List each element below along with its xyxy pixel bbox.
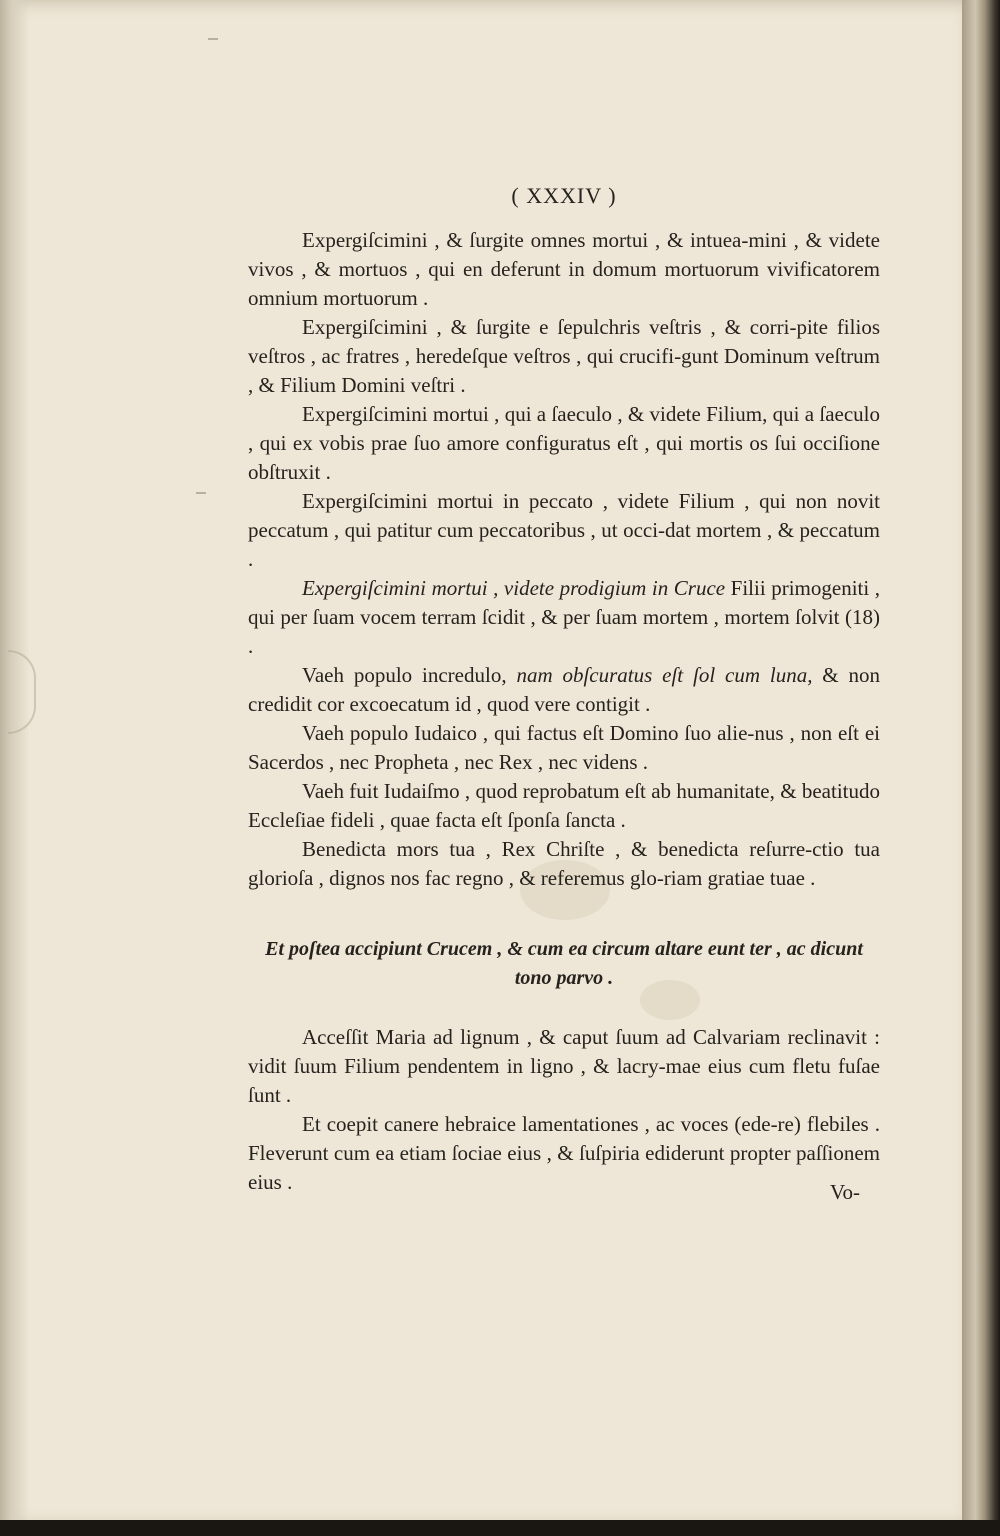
paragraph: Et coepit canere hebraice lamentationes , ac voces (ede-re) flebiles . Fleverunt cum ea etiam ſociae eius , & ſuſpiria ediderunt propter paſſionem eius . — [248, 1112, 880, 1194]
paragraph: Expergiſcimini , & ſurgite e ſepulchris veſtris , & corri-pite filios veſtros , ac fratres , heredeſque veſtros , qui crucifi-gunt Dominum veſtrum , & Filium Domini veſtri . — [248, 315, 880, 397]
rubric: Et poſtea accipiunt Crucem , & cum ea circum altare eunt ter , ac dicunt tono parvo . — [265, 938, 863, 989]
paragraph-text: & non credidit cor excoecatum id , quod vere contigit . — [248, 663, 880, 716]
book-fore-edge — [962, 0, 1000, 1536]
paragraph: Expergiſcimini mortui in peccato , videte Filium , qui non novit peccatum , qui patitur cum peccatoribus , ut occi-dat mortem , & peccatum . — [248, 489, 880, 571]
italic-text: nam obſcuratus eſt ſol cum luna, — [516, 663, 813, 687]
pencil-mark — [208, 38, 218, 40]
paragraph: Expergiſcimini , & ſurgite omnes mortui , & intuea-mini , & videte vivos , & mortuos , qui en deferunt in domum mortuorum vivificatorem omnium mortuorum . — [248, 228, 880, 310]
paragraph: Acceſſit Maria ad lignum , & caput ſuum ad Calvariam reclinavit : vidit ſuum Filium pendentem in ligno , & lacry-mae eius cum fletu fuſae ſunt . — [248, 1025, 880, 1107]
paragraph: Vaeh populo Iudaico , qui factus eſt Domino ſuo alie-nus , non eſt ei Sacerdos , nec Propheta , nec Rex , nec videns . — [248, 721, 880, 774]
page-edge-mark — [8, 650, 36, 734]
paragraph — [248, 574, 880, 661]
page-number: ( XXXIV ) — [511, 183, 617, 208]
book-bottom-edge — [0, 1520, 1000, 1536]
paragraph-text: Vaeh populo incredulo, — [302, 663, 517, 687]
paragraph — [248, 661, 880, 719]
paragraph: Expergiſcimini mortui , qui a ſaeculo , & videte Filium, qui a ſaeculo , qui ex vobis prae ſuo amore configuratus eſt , qui mortis os ſui occiſione obſtruxit . — [248, 402, 880, 484]
catchword: Vo- — [830, 1180, 860, 1204]
paragraph: Vaeh fuit Iudaiſmo , quod reprobatum eſt ab humanitate, & beatitudo Eccleſiae fideli , quae facta eſt ſponſa ſancta . — [248, 779, 880, 832]
paragraph: Benedicta mors tua , Rex Chriſte , & benedicta reſurre-ctio tua glorioſa , dignos nos fac regno , & referemus glo-riam gratiae tuae . — [248, 837, 880, 890]
italic-text: Expergiſcimini mortui , videte prodigium in Cruce — [302, 576, 726, 600]
paragraph-text: Filii primogeniti , qui per ſuam vocem terram ſcidit , & per ſuam mortem , mortem ſolvit (18) . — [248, 576, 880, 658]
pencil-mark — [196, 492, 206, 494]
text-block — [248, 180, 880, 1197]
page-left-shadow — [0, 0, 30, 1528]
